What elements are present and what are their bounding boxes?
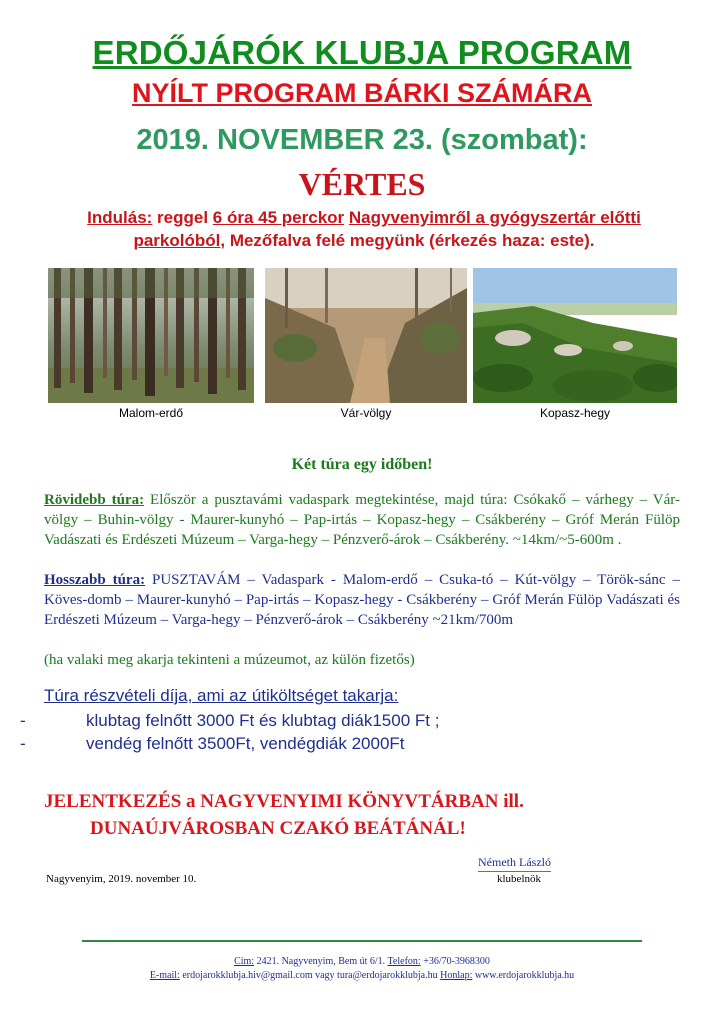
event-date: 2019. NOVEMBER 23. (szombat): xyxy=(136,124,588,156)
departure-place: Nagyvenyimről a gyógyszertár előtti parkolóból xyxy=(133,208,641,250)
photo-var-volgy xyxy=(265,268,467,403)
page-title: ERDŐJÁRÓK KLUBJA PROGRAM xyxy=(92,34,632,71)
footer-email[interactable]: erdojarokklubja.hiv@gmail.com vagy tura@erdojarokklubja.hu xyxy=(179,970,441,981)
fee-member-text: klubtag felnőtt 3000 Ft és klubtag diák1500 Ft ; xyxy=(86,711,440,730)
fee-title: Túra részvételi díja, ami az útiköltséget takarja: xyxy=(44,686,399,705)
tours-heading: Két túra egy időben! xyxy=(291,456,433,473)
footer-website-link[interactable]: www.erdojarokklubja.hu xyxy=(472,970,575,981)
caption-kopasz-hegy: Kopasz-hegy xyxy=(539,406,611,420)
page-subtitle: NYÍLT PROGRAM BÁRKI SZÁMÁRA xyxy=(132,78,592,108)
footer-divider xyxy=(82,940,642,942)
photo-kopasz-hegy xyxy=(473,268,677,403)
departure-rest: , Mezőfalva felé megyünk (érkezés haza: este). xyxy=(220,231,595,250)
signer-role: klubelnök xyxy=(497,873,541,885)
caption-var-volgy: Vár-völgy xyxy=(340,406,392,420)
fee-row-member xyxy=(20,711,439,731)
signer-name: Németh László xyxy=(478,855,551,872)
short-tour-paragraph xyxy=(44,490,680,550)
departure-text: reggel xyxy=(152,208,213,227)
destination-heading: VÉRTES xyxy=(298,166,426,202)
museum-note: (ha valaki meg akarja tekinteni a múzeumot, az külön fizetős) xyxy=(44,652,415,668)
long-tour-text: PUSZTAVÁM – Vadaspark - Malom-erdő – Csuka-tó – Kút-völgy – Török-sánc – Köves-domb – Maurer-kunyhó – Pap-irtás – Kopasz-hegy - Csákberény – Gróf Merán Fülöp Vadászati és Erdészeti Múzeum – Varga-hegy – Pénzverő-árok – Csákberény ~21km/700m xyxy=(44,572,680,628)
long-tour-label: Hosszabb túra: xyxy=(44,572,146,588)
fee-dash: - xyxy=(20,711,26,730)
photo-malom-erdo xyxy=(48,268,254,403)
departure-time: 6 óra 45 perckor xyxy=(212,208,345,227)
signup-line-2: DUNAÚJVÁROSBAN CZAKÓ BEÁTÁNÁL! xyxy=(90,818,466,839)
fee-dash: - xyxy=(20,734,26,753)
departure-info xyxy=(40,206,688,252)
place-date: Nagyvenyim, 2019. november 10. xyxy=(46,873,197,885)
departure-label: Indulás: xyxy=(87,208,153,227)
fee-guest-text: vendég felnőtt 3500Ft, vendégdiák 2000Ft xyxy=(86,734,405,753)
short-tour-text: Először a pusztavámi vadaspark megtekintése, majd túra: Csókakő – várhegy – Vár-völgy – Buhin-völgy - Maurer-kunyhó – Pap-irtás – Kopasz-hegy – Csákberény – Gróf Merán Fülöp Vadászati és Erdészeti Múzeum – Varga-hegy – Pénzverő-árok – Csákberény. ~14km/~5-600m . xyxy=(44,492,680,548)
caption-malom-erdo: Malom-erdő xyxy=(118,406,184,420)
short-tour-label: Rövidebb túra: xyxy=(44,492,145,508)
fee-row-guest xyxy=(20,734,405,754)
signup-line-1: JELENTKEZÉS a NAGYVENYIMI KÖNYVTÁRBAN ill. xyxy=(44,791,524,812)
long-tour-paragraph xyxy=(44,570,680,630)
footer-contact: E-mail: erdojarokklubja.hiv@gmail.com vagy tura@erdojarokklubja.hu Honlap: www.erdojarokklubja.hu xyxy=(149,970,575,981)
footer-address: Cím: 2421. Nagyvenyim, Bem út 6/1. Telefon: +36/70-3968300 xyxy=(234,956,490,967)
